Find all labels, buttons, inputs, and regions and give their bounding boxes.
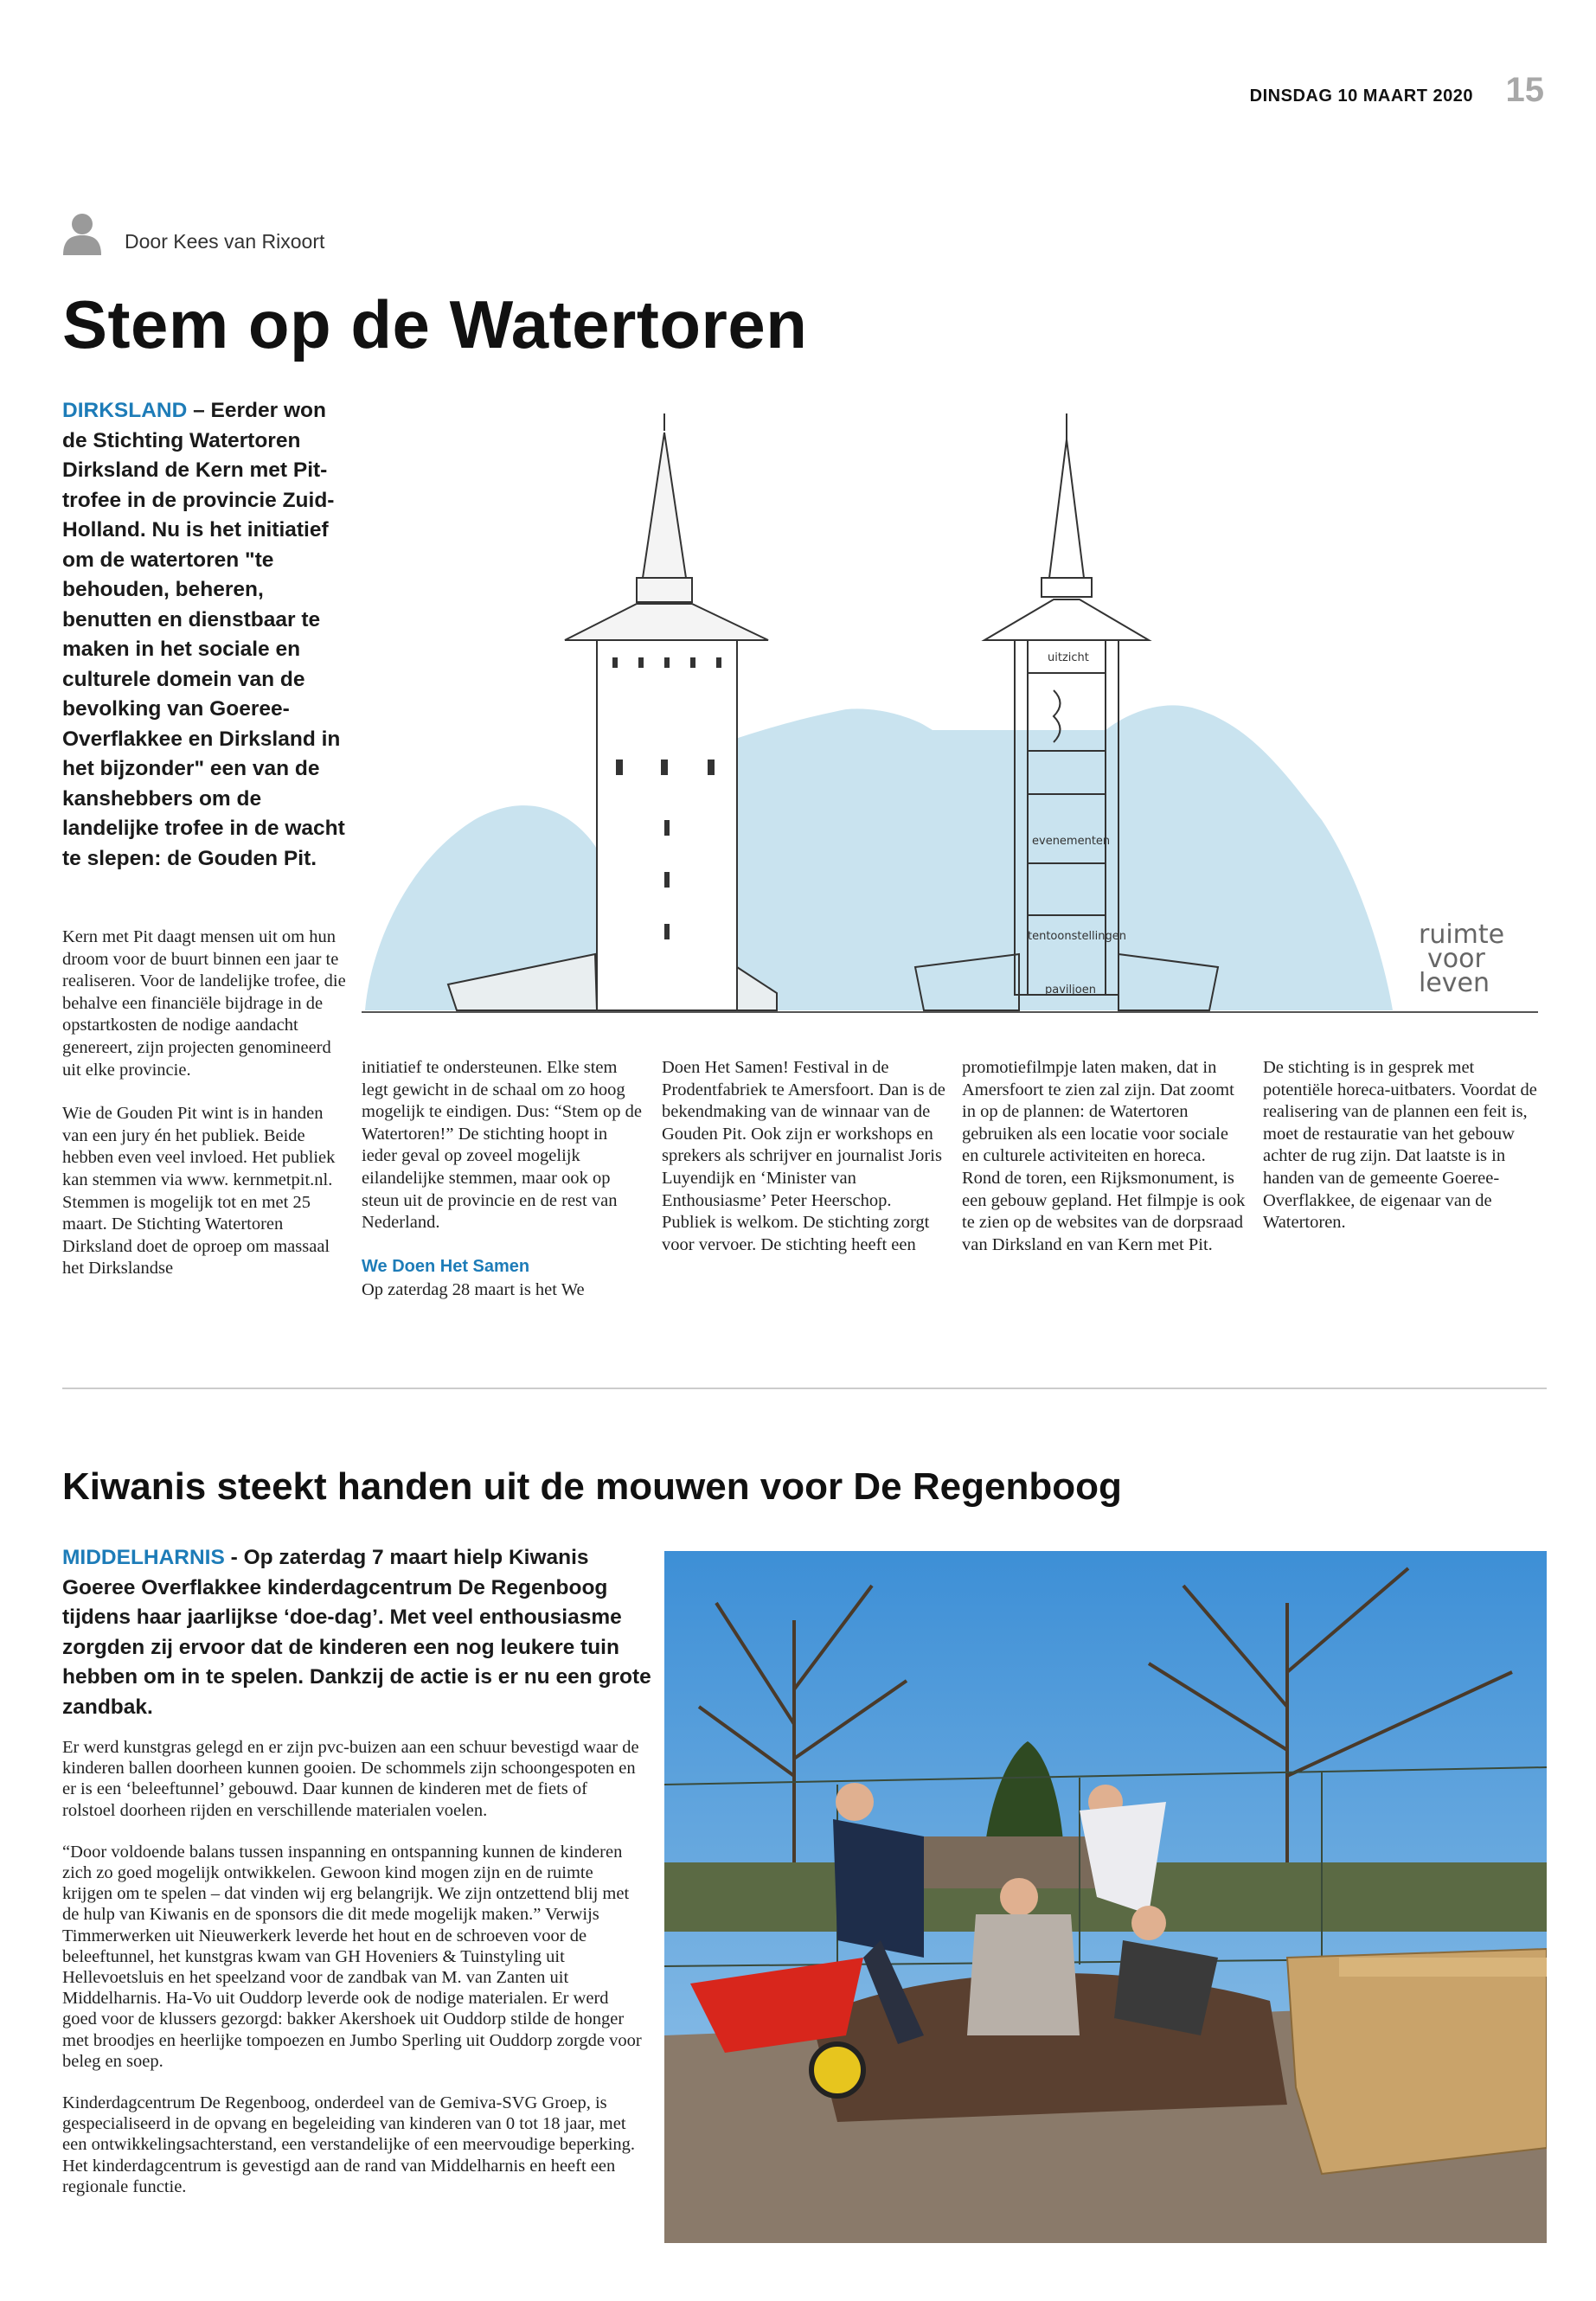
paragraph: Doen Het Samen! Festival in de Prodentfabriek te Amersfoort. Dan is de bekendmaking van de winnaar van de Gouden Pit. Ook zijn er workshops en sprekers als schrijver en journalist Joris Luyendijk en ‘Minister van Enthousiasme’ Peter Heerschop. Publiek is welkom. De stichting zorgt voor vervoer. De stichting heeft een (662, 1058, 945, 1254)
label-paviljoen: paviljoen (1045, 984, 1096, 997)
dateline: MIDDELHARNIS (62, 1546, 225, 1569)
article-column-1 (62, 926, 348, 1302)
article-column-3 (662, 1057, 947, 1278)
article2-body (62, 1737, 642, 2218)
lead-text: - Op zaterdag 7 maart hielp Kiwanis Goeree Overflakkee kinderdagcentrum De Regenboog tijdens haar jaarlijkse ‘doe-dag’. Met veel enthousiasme zorgden zij ervoor dat de kinderen een nog leukere tuin hebben om in te spelen. Dankzij de actie is er nu een grote zandbak. (62, 1546, 651, 1719)
article-lead (62, 396, 348, 874)
lead-text: – Eerder won de Stichting Watertoren Dirksland de Kern met Pit-trofee in de provincie Zuid-Holland. Nu is het initiatief om de watertoren "te behouden, beheren, benutten en dienstbaar te maken in het sociale en culturele domein van de bevolking van Goeree-Overflakkee en Dirksland in het bijzonder" een van de kanshebbers om de landelijke trofee in de wacht te slepen: de Gouden Pit. (62, 399, 345, 870)
paragraph: promotiefilmpje laten maken, dat in Amersfoort te zien zal zijn. Dat zoomt in op de plannen: de Watertoren gebruiken als een locatie voor sociale en culturele activiteiten en horeca. Rond de toren, een Rijksmonument, is een gebouw gepland. Het filmpje is ook te zien op de websites van de dorpsraad van Dirksland en van Kern met Pit. (962, 1058, 1246, 1254)
paragraph: Kinderdagcentrum De Regenboog, onderdeel van de Gemiva-SVG Groep, is gespecialiseerd in de opvang en begeleiding van kinderen van 0 tot 18 jaar, met een ontwikkelingsachterstand, een verstandelijke of een meervoudige beperking. Het kinderdagcentrum is gevestigd aan de rand van Middelharnis en heeft een regionale functie. (62, 2093, 636, 2196)
paragraph: “Door voldoende balans tussen inspanning en ontspanning kunnen de kinderen zich zo goed mogelijk ontwikkelen. Gewoon kind mogen zijn en de ruimte krijgen om te spelen – dat vinden wij erg belangrijk. We zijn ontzettend blij met de hulp van Kiwanis en de sponsors die dit mede mogelijk maken.” Verwijs Timmerwerken uit Nieuwerkerk leverde het hout en de schroeven voor de beleeftunnel, het kunstgras kwam van GH Hoveniers & Tuinstyling uit Hellevoetsluis en het speelzand voor de zandbak van M. van Zanten uit Middelharnis. Ha-Vo uit Ouddorp leverde ook de nodige materialen. Er werd goed voor de klussers gezorgd: bakker Akershoek uit Ouddorp stilde de honger met broodjes en heerlijke tompoezen en Jumbo Sperling uit Ouddorp zorgde voor beleg en soep. (62, 1842, 642, 2071)
watertower-illustration (362, 413, 1538, 1019)
page-number: 15 (1505, 71, 1544, 109)
header-date: DINSDAG 10 MAART 2020 (1249, 87, 1473, 106)
paragraph: De stichting is in gesprek met potentiële horeca-uitbaters. Voordat de realisering van de plannen een feit is, moet de restauratie van het gebouw achter de rug zijn. Dat laatste is in handen van de gemeente Goeree-Overflakkee, de eigenaar van de Watertoren. (1263, 1058, 1537, 1233)
label-tentoonstellingen: tentoonstellingen (1028, 930, 1127, 943)
subheading: We Doen Het Samen (362, 1256, 530, 1276)
paragraph: initiatief te ondersteunen. Elke stem legt gewicht in de schaal om zo hoog mogelijk te eindigen. Dus: “Stem op de Watertoren!” De stichting hoopt in ieder geval op zoveel mogelijk eilandelijke stemmen, maar ook op steun uit de provincie en de rest van Nederland. (362, 1058, 642, 1233)
article-column-5 (1263, 1057, 1540, 1256)
article2-lead (62, 1543, 659, 1722)
paragraph: Kern met Pit daagt mensen uit om hun droom voor de buurt binnen een jaar te realiseren. Voor de landelijke trofee, die behalve een financiële bijdrage in de opstartkosten de nodige aandacht genereert, zijn projecten genomineerd uit elke provincie. (62, 927, 346, 1080)
paragraph: Er werd kunstgras gelegd en er zijn pvc-buizen aan een schuur bevestigd waar de kinderen ballen doorheen kunnen gooien. De schommels zijn schoongespoten en er is een ‘beleeftunnel’ gebouwd. Daar kunnen de kinderen met de fiets of rolstoel doorheen rijden en verschillende materialen voelen. (62, 1738, 639, 1820)
byline-author: Door Kees van Rixoort (125, 230, 325, 253)
section-divider (62, 1388, 1547, 1389)
garden-photo (664, 1551, 1547, 2243)
logo-line-3: leven (1419, 968, 1490, 998)
article-headline: Stem op de Watertoren (62, 286, 808, 362)
logo-line-2: voor (1427, 944, 1485, 974)
article-column-2 (362, 1057, 647, 1324)
label-uitzicht: uitzicht (1048, 651, 1089, 664)
byline (62, 212, 324, 255)
paragraph: Op zaterdag 28 maart is het We (362, 1280, 585, 1300)
dateline: DIRKSLAND (62, 399, 188, 422)
label-evenementen: evenementen (1032, 835, 1111, 848)
article2-headline: Kiwanis steekt handen uit de mouwen voor De Regenboog (62, 1465, 1122, 1508)
paragraph: Wie de Gouden Pit wint is in handen van een jury én het publiek. Beide hebben even veel invloed. Het publiek kan stemmen via www. kernmetpit.nl. Stemmen is mogelijk tot en met 25 maart. De Stichting Watertoren Dirksland doet de oproep om massaal het Dirkslandse (62, 1104, 336, 1279)
author-icon (62, 212, 102, 255)
sky-shape (365, 705, 1393, 1010)
ruimte-voor-leven-logo (1419, 920, 1504, 998)
logo-line-1: ruimte (1419, 920, 1505, 950)
article-column-4 (962, 1057, 1247, 1278)
